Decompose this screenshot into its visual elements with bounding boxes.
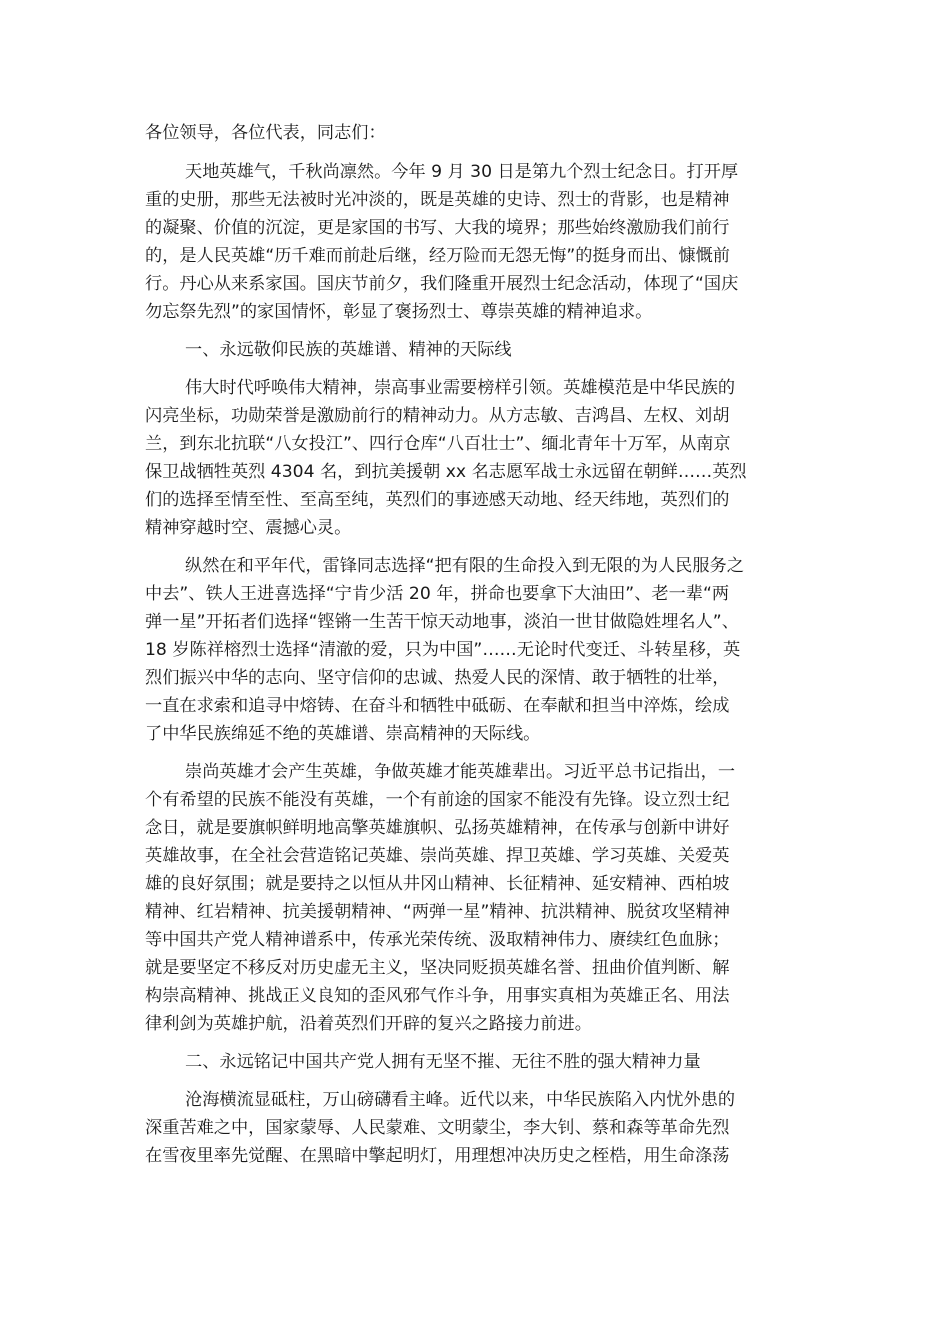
text-line: 就是要坚定不移反对历史虚无主义，坚决同贬损英雄名誉、扭曲价值判断、解 bbox=[145, 958, 730, 978]
text-line: 深重苦难之中，国家蒙辱、人民蒙难、文明蒙尘，李大钊、蔡和森等革命先烈 bbox=[145, 1118, 730, 1138]
text-line: 念日，就是要旗帜鲜明地高擎英雄旗帜、弘扬英雄精神，在传承与创新中讲好 bbox=[145, 818, 730, 838]
text-line: 中去”、铁人王进喜选择“宁肯少活 20 年，拼命也要拿下大油田”、老一辈“两 bbox=[145, 584, 730, 604]
paragraph-opening bbox=[145, 158, 810, 326]
text-line: 勿忘祭先烈”的家国情怀，彰显了褒扬烈士、尊崇英雄的精神追求。 bbox=[145, 302, 653, 322]
paragraph bbox=[145, 552, 810, 748]
text-line: 重的史册，那些无法被时光冲淡的，既是英雄的史诗、烈士的背影，也是精神 bbox=[145, 190, 730, 210]
section-heading-2 bbox=[145, 1048, 810, 1076]
text-line: 精神、红岩精神、抗美援朝精神、“两弹一星”精神、抗洪精神、脱贫攻坚精神 bbox=[145, 902, 730, 922]
text-line: 一直在求索和追寻中熔铸、在奋斗和牺牲中砥砺、在奉献和担当中淬炼，绘成 bbox=[145, 696, 730, 716]
text-line: 律利剑为英雄护航，沿着英烈们开辟的复兴之路接力前进。 bbox=[145, 1014, 592, 1034]
text-line: 的，是人民英雄“历千难而前赴后继，经万险而无怨无悔”的挺身而出、慷慨前 bbox=[145, 246, 730, 266]
text-line: 英雄故事，在全社会营造铭记英雄、崇尚英雄、捍卫英雄、学习英雄、关爱英 bbox=[145, 846, 730, 866]
text-line: 沧海横流显砥柱，万山磅礴看主峰。近代以来，中华民族陷入内忧外患的 bbox=[185, 1090, 736, 1110]
text-line: 纵然在和平年代，雷锋同志选择“把有限的生命投入到无限的为人民服务之 bbox=[185, 556, 744, 576]
paragraph bbox=[145, 1086, 810, 1170]
section-heading-1 bbox=[145, 336, 810, 364]
text-line: 闪亮坐标，功勋荣誉是激励前行的精神动力。从方志敏、吉鸿昌、左权、刘胡 bbox=[145, 406, 730, 426]
text-line: 们的选择至情至性、至高至纯，英烈们的事迹感天动地、经天纬地，英烈们的 bbox=[145, 490, 730, 510]
text-line: 精神穿越时空、震撼心灵。 bbox=[145, 518, 352, 538]
text-line: 天地英雄气，千秋尚凛然。今年 9 月 30 日是第九个烈士纪念日。打开厚 bbox=[185, 162, 739, 182]
text-line: 等中国共产党人精神谱系中，传承光荣传统、汲取精神伟力、赓续红色血脉； bbox=[145, 930, 730, 950]
paragraph bbox=[145, 374, 810, 542]
text-line: 在雪夜里率先觉醒、在黑暗中擎起明灯，用理想冲决历史之桎梏，用生命涤荡 bbox=[145, 1146, 730, 1166]
heading-text: 二、永远铭记中国共产党人拥有无坚不摧、无往不胜的强大精神力量 bbox=[185, 1052, 701, 1072]
document-body bbox=[145, 119, 810, 1180]
paragraph bbox=[145, 758, 810, 1038]
text-line: 弹一星”开拓者们选择“铿锵一生苦干惊天动地事，淡泊一世甘做隐姓埋名人”、 bbox=[145, 612, 739, 632]
text-line: 个有希望的民族不能没有英雄，一个有前途的国家不能没有先锋。设立烈士纪 bbox=[145, 790, 730, 810]
text-line: 了中华民族绵延不绝的英雄谱、崇高精神的天际线。 bbox=[145, 724, 541, 744]
text-line: 雄的良好氛围；就是要持之以恒从井冈山精神、长征精神、延安精神、西柏坡 bbox=[145, 874, 730, 894]
heading-text: 一、永远敬仰民族的英雄谱、精神的天际线 bbox=[185, 340, 512, 360]
text-line: 的凝聚、价值的沉淀，更是家国的书写、大我的境界；那些始终激励我们前行 bbox=[145, 218, 730, 238]
text-line: 保卫战牺牲英烈 4304 名，到抗美援朝 xx 名志愿军战士永远留在朝鲜……英烈 bbox=[145, 462, 747, 482]
salutation-text: 各位领导，各位代表，同志们： bbox=[145, 123, 386, 143]
text-line: 18 岁陈祥榕烈士选择“清澈的爱，只为中国”……无论时代变迁、斗转星移，英 bbox=[145, 640, 741, 660]
text-line: 伟大时代呼唤伟大精神，崇高事业需要榜样引领。英雄模范是中华民族的 bbox=[185, 378, 736, 398]
text-line: 烈们振兴中华的志向、坚守信仰的忠诚、热爱人民的深情、敢于牺牲的壮举， bbox=[145, 668, 730, 688]
text-line: 构崇高精神、挑战正义良知的歪风邪气作斗争，用事实真相为英雄正名、用法 bbox=[145, 986, 730, 1006]
text-line: 兰，到东北抗联“八女投江”、四行仓库“八百壮士”、缅北青年十万军，从南京 bbox=[145, 434, 731, 454]
text-line: 崇尚英雄才会产生英雄，争做英雄才能英雄辈出。习近平总书记指出，一 bbox=[185, 762, 736, 782]
text-line: 行。丹心从来系家国。国庆节前夕，我们隆重开展烈士纪念活动，体现了“国庆 bbox=[145, 274, 739, 294]
salutation bbox=[145, 119, 810, 147]
